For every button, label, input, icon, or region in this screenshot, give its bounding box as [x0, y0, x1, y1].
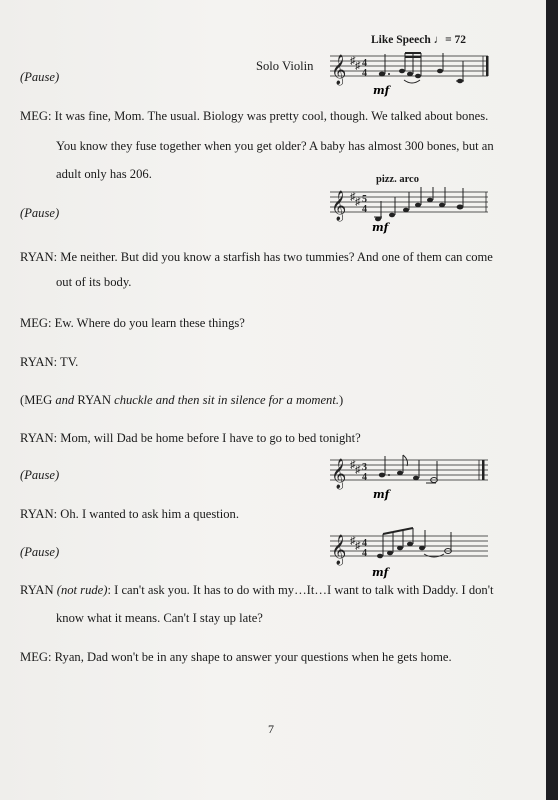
treble-clef-icon: 𝄞: [331, 535, 347, 565]
speaker-name: MEG:: [20, 316, 52, 330]
page-number: 7: [268, 722, 274, 736]
svg-text:♯: ♯: [350, 535, 356, 547]
page-edge-shadow: [546, 0, 558, 800]
svg-text:♯: ♯: [350, 55, 356, 67]
speaker-name: MEG:: [20, 650, 52, 664]
svg-text:4: 4: [362, 548, 367, 559]
speaker-name: RYAN: [20, 583, 57, 597]
svg-text:4: 4: [362, 58, 367, 69]
dynamic-mf-1: mf: [373, 84, 390, 97]
speaker-name: RYAN:: [20, 355, 58, 369]
music-staff-4: [330, 524, 490, 570]
dynamic-mf-3: mf: [373, 488, 390, 501]
dialogue-line: MEG: Ew. Where do you learn these things?: [20, 316, 245, 330]
treble-clef-icon: 𝄞: [331, 191, 347, 221]
tempo-marking: [371, 34, 466, 46]
dialogue-line: RYAN: Mom, will Dad be home before I have to go to bed tonight?: [20, 431, 361, 445]
svg-text:5: 5: [362, 194, 367, 205]
dialogue-line: out of its body.: [56, 275, 132, 289]
dialogue-line: RYAN: TV.: [20, 355, 79, 369]
speaker-name: RYAN:: [20, 507, 58, 521]
svg-text:♯: ♯: [350, 191, 356, 203]
dialogue-line: MEG: Ryan, Dad won't be in any shape to answer your questions when he gets home.: [20, 650, 452, 664]
treble-clef-icon: 𝄞: [331, 459, 347, 489]
instrument-label: Solo Violin: [256, 59, 314, 73]
svg-text:♯: ♯: [350, 459, 356, 471]
tempo-value: = 72: [445, 34, 467, 46]
dialogue-line: MEG: It was fine, Mom. The usual. Biology was pretty cool, though. We talked about bones.: [20, 109, 489, 123]
svg-text:3: 3: [362, 462, 367, 473]
svg-text:♯: ♯: [355, 60, 361, 72]
svg-text:♯: ♯: [355, 196, 361, 208]
svg-text:4: 4: [362, 68, 367, 79]
dialogue-line: know what it means. Can't I stay up late?: [56, 611, 263, 625]
tempo-label: Like Speech: [371, 34, 431, 46]
stage-direction-pause-3: (Pause): [20, 468, 60, 482]
speaker-name: RYAN:: [20, 431, 58, 445]
dynamic-mf-4: mf: [372, 566, 389, 579]
stage-direction-pause-4: (Pause): [20, 545, 60, 559]
dialogue-line: RYAN (not rude): I can't ask you. It has to do with my…It…I want to talk with Daddy. I don't: [20, 583, 494, 597]
treble-clef-icon: 𝄞: [331, 55, 347, 85]
svg-text:♯: ♯: [355, 464, 361, 476]
stage-direction-pause-2: (Pause): [20, 206, 60, 220]
music-staff-2: [330, 184, 490, 230]
stage-direction-pause-1: (Pause): [20, 70, 60, 84]
speaker-name: RYAN:: [20, 250, 58, 264]
stage-direction-chuckle: (MEG and RYAN chuckle and then sit in silence for a moment.): [20, 393, 344, 407]
music-staff-3: [330, 452, 490, 498]
svg-text:4: 4: [362, 538, 367, 549]
dialogue-line: You know they fuse together when you get older? A baby has almost 300 bones, but an: [56, 139, 494, 153]
svg-text:4: 4: [362, 204, 367, 215]
svg-text:♯: ♯: [355, 540, 361, 552]
dynamic-mf-2: mf: [372, 221, 389, 234]
speaker-name: MEG:: [20, 109, 52, 123]
pizz-arco-marking: pizz. arco: [376, 174, 419, 185]
music-staff-1: [330, 48, 490, 98]
dialogue-line: adult only has 206.: [56, 167, 152, 181]
dialogue-line: RYAN: Me neither. But did you know a starfish has two tummies? And one of them can come: [20, 250, 493, 264]
dialogue-line: RYAN: Oh. I wanted to ask him a question.: [20, 507, 239, 521]
svg-text:4: 4: [362, 472, 367, 483]
quarter-note-icon: ♩: [433, 34, 446, 46]
